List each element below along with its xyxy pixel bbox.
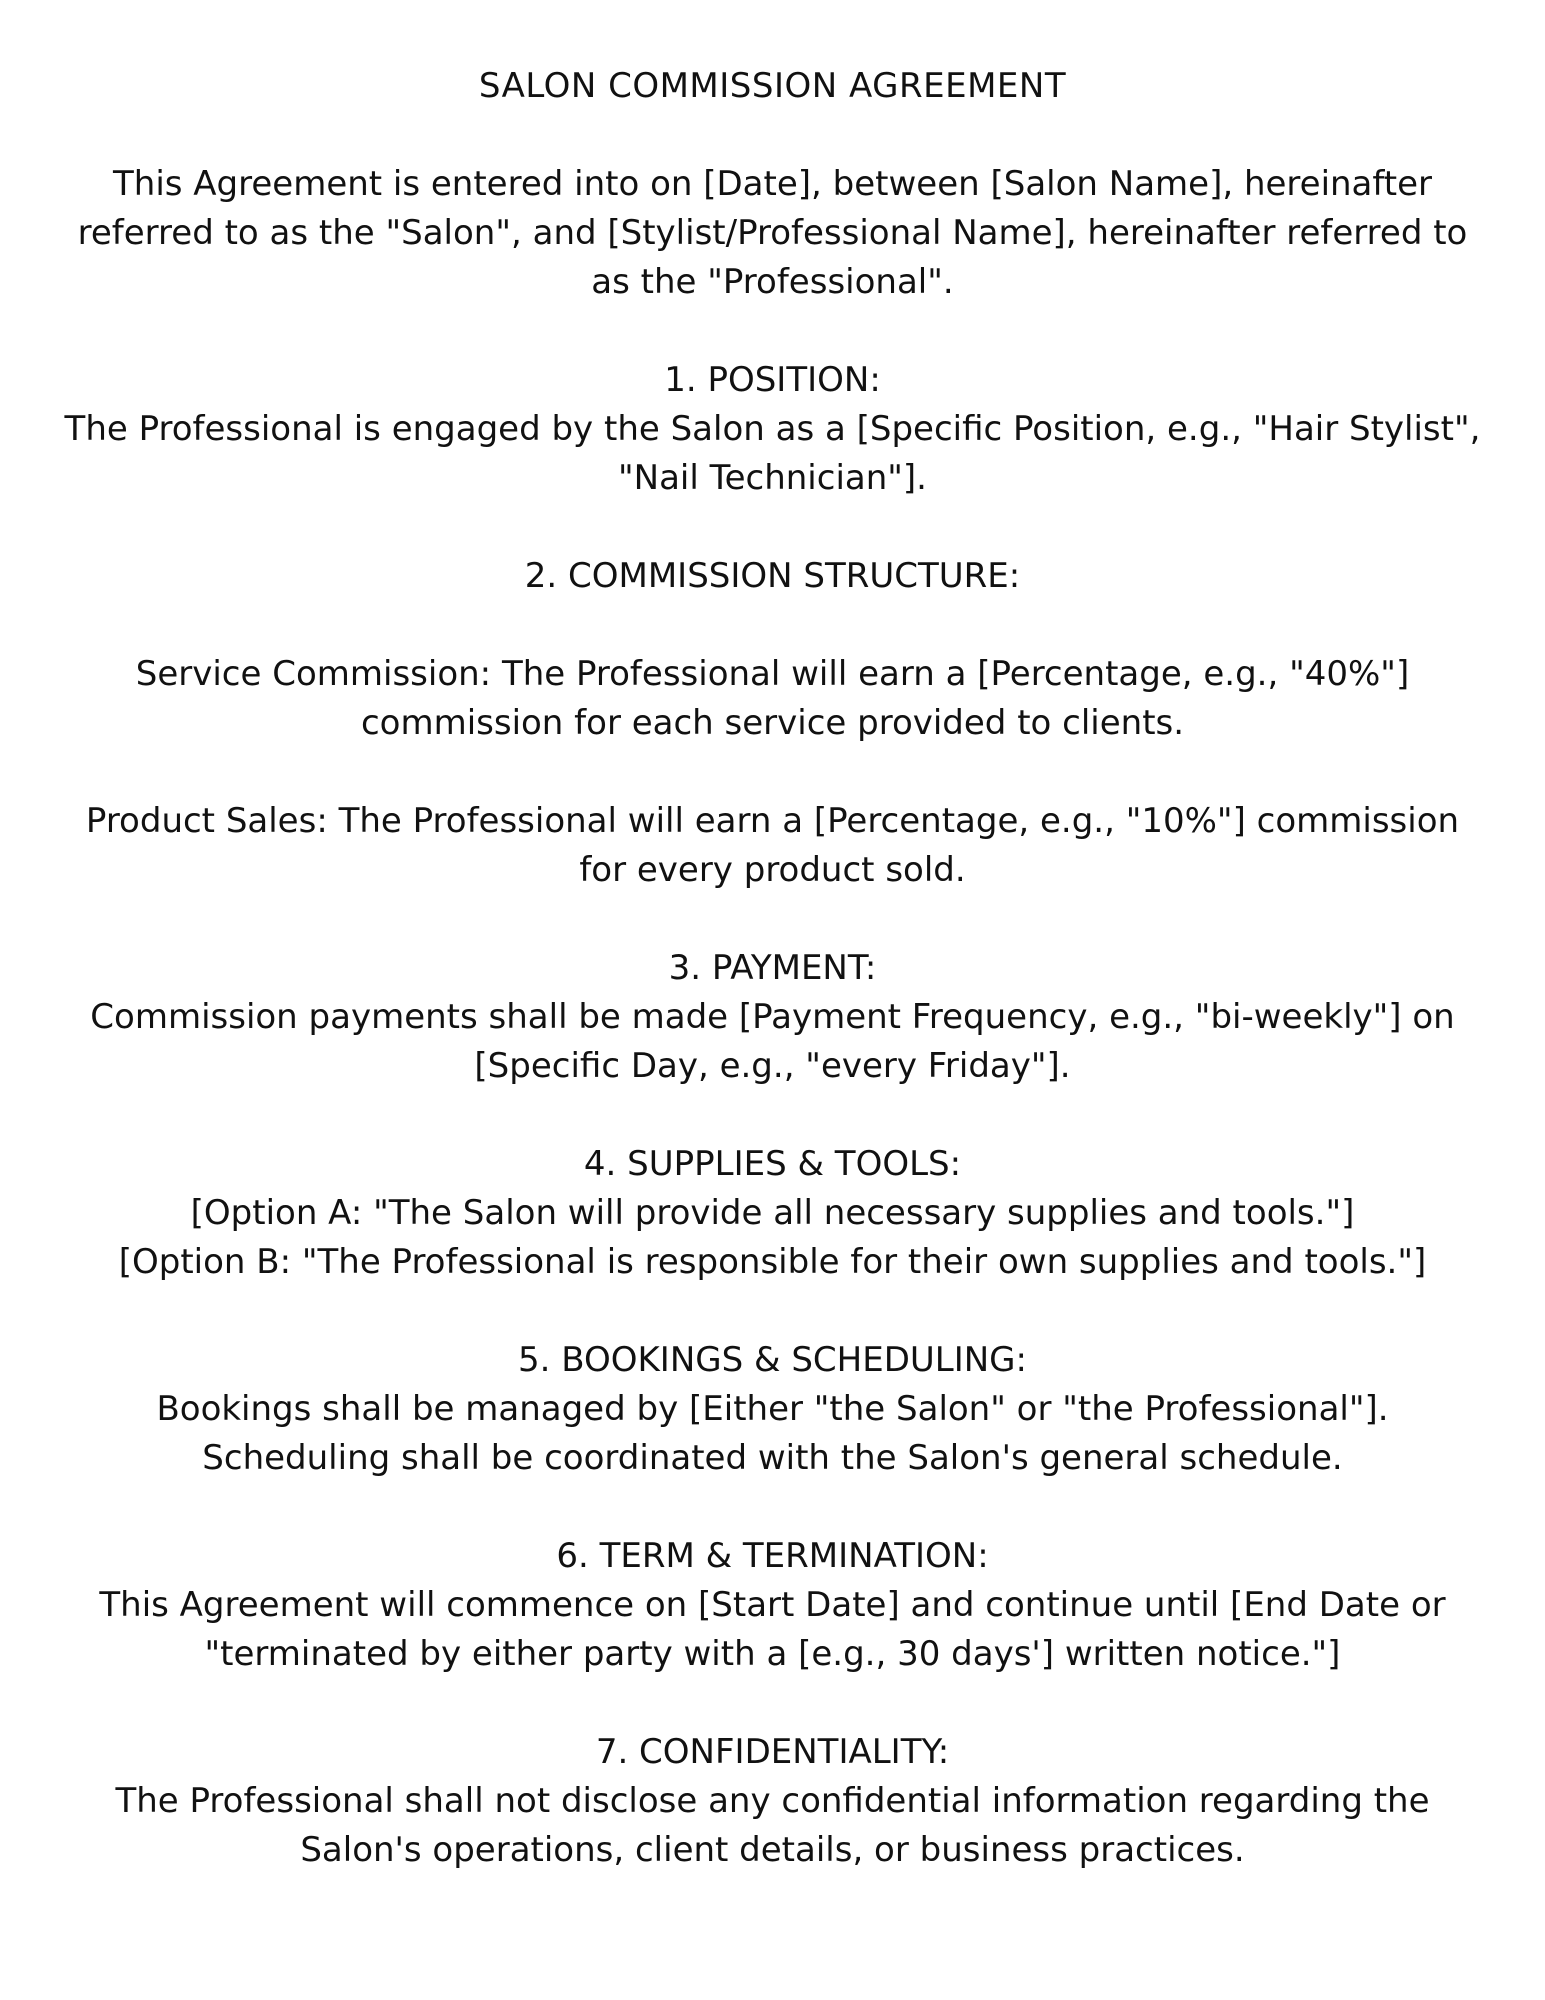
- section-line: [Option B: "The Professional is responsible for their own supplies and tools."]: [118, 1242, 1427, 1282]
- section-bookings-scheduling: [60, 1336, 1485, 1483]
- spacer: [60, 111, 1485, 160]
- section-commission-structure: [60, 552, 1485, 895]
- section-line: "terminated by either party with a [e.g., 30 days'] written notice."]: [204, 1634, 1341, 1674]
- spacer: [60, 1679, 1485, 1728]
- intro-paragraph: [60, 160, 1485, 307]
- spacer: [60, 307, 1485, 356]
- section-line: [Option A: "The Salon will provide all necessary supplies and tools."]: [190, 1193, 1355, 1233]
- section-heading: 2. COMMISSION STRUCTURE:: [524, 556, 1021, 596]
- intro-line: referred to as the "Salon", and [Stylist/Professional Name], hereinafter referred to: [77, 213, 1468, 253]
- spacer: [60, 503, 1485, 552]
- product-sales-line: for every product sold.: [579, 850, 966, 890]
- section-supplies-tools: [60, 1140, 1485, 1287]
- section-line: [Specific Day, e.g., "every Friday"].: [474, 1046, 1071, 1086]
- section-heading: 3. PAYMENT:: [668, 948, 877, 988]
- product-sales-line: Product Sales: The Professional will earn a [Percentage, e.g., "10%"] commission: [85, 801, 1460, 841]
- section-line: "Nail Technician"].: [618, 458, 927, 498]
- section-line: Bookings shall be managed by [Either "the Salon" or "the Professional"].: [156, 1389, 1389, 1429]
- section-payment: [60, 944, 1485, 1091]
- spacer: [60, 601, 1485, 650]
- spacer: [60, 1091, 1485, 1140]
- spacer: [60, 748, 1485, 797]
- section-line: Commission payments shall be made [Payment Frequency, e.g., "bi-weekly"] on: [90, 997, 1455, 1037]
- section-heading: 6. TERM & TERMINATION:: [556, 1536, 989, 1576]
- section-line: The Professional is engaged by the Salon as a [Specific Position, e.g., "Hair Stylist",: [64, 409, 1481, 449]
- section-confidentiality: [60, 1728, 1485, 1875]
- section-position: [60, 356, 1485, 503]
- service-commission-line: Service Commission: The Professional will earn a [Percentage, e.g., "40%"]: [135, 654, 1410, 694]
- section-line: This Agreement will commence on [Start Date] and continue until [End Date or: [99, 1585, 1446, 1625]
- document-title: SALON COMMISSION AGREEMENT: [478, 66, 1067, 106]
- section-line: Scheduling shall be coordinated with the Salon's general schedule.: [202, 1438, 1343, 1478]
- service-commission-line: commission for each service provided to clients.: [360, 703, 1185, 743]
- section-line: Salon's operations, client details, or business practices.: [300, 1830, 1245, 1870]
- section-heading: 1. POSITION:: [664, 360, 881, 400]
- spacer: [60, 895, 1485, 944]
- intro-line: This Agreement is entered into on [Date], between [Salon Name], hereinafter: [113, 164, 1432, 204]
- intro-line: as the "Professional".: [591, 262, 954, 302]
- section-line: The Professional shall not disclose any confidential information regarding the: [115, 1781, 1430, 1821]
- section-term-termination: [60, 1532, 1485, 1679]
- spacer: [60, 1483, 1485, 1532]
- section-heading: 4. SUPPLIES & TOOLS:: [583, 1144, 962, 1184]
- spacer: [60, 1287, 1485, 1336]
- section-heading: 7. CONFIDENTIALITY:: [595, 1732, 950, 1772]
- section-heading: 5. BOOKINGS & SCHEDULING:: [518, 1340, 1027, 1380]
